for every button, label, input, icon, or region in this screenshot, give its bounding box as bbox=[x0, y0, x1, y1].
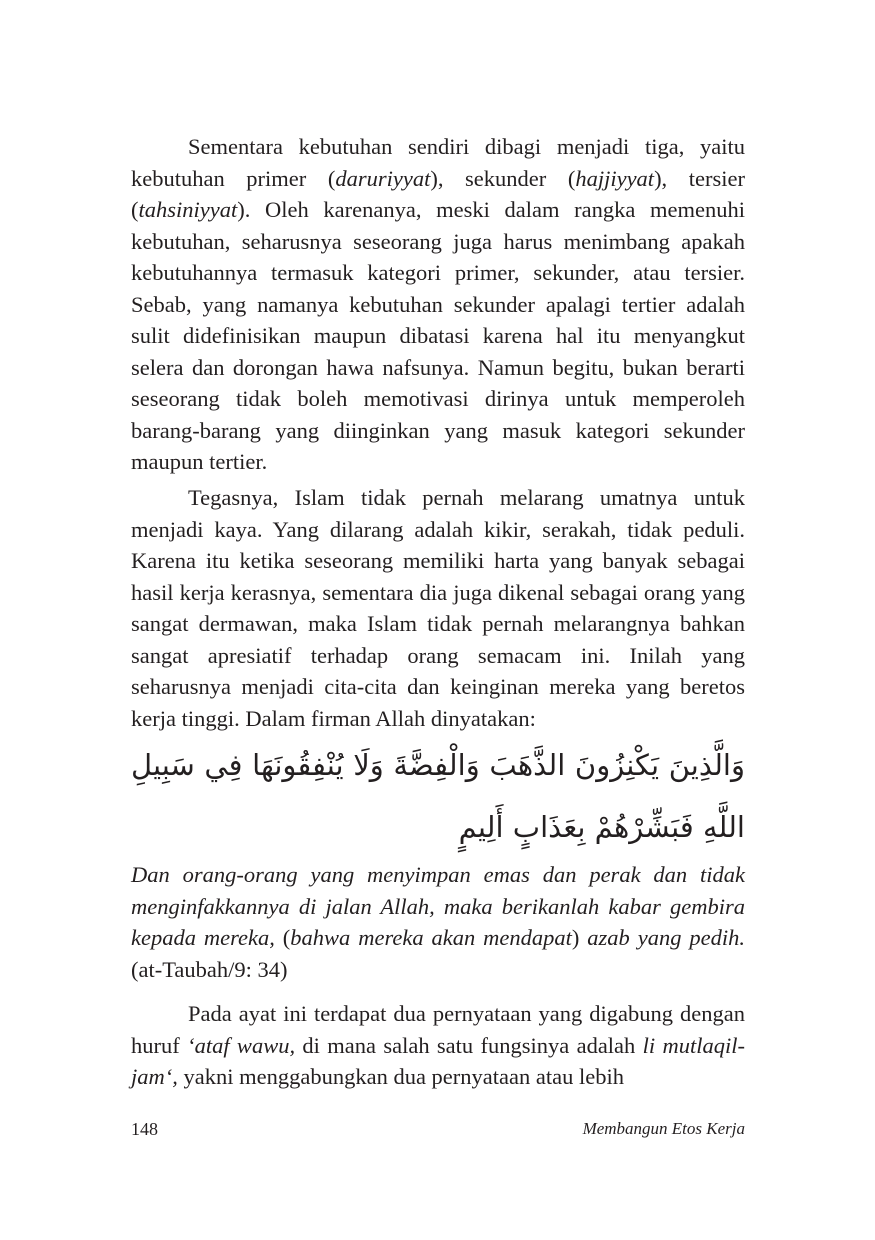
paragraph-2 bbox=[131, 482, 745, 734]
paragraph-1 bbox=[131, 131, 745, 478]
p1-term-hajjiyyat: hajjiyyat bbox=[575, 165, 655, 191]
p1-text-3: ), tersier ( bbox=[131, 165, 745, 222]
p1-text-4: ). Oleh karenanya, meski dalam rangka memenuhi kebutuhan, seharusnya seseorang juga harus menimbang apakah kebutuhannya termasuk kategori primer, sekunder, atau tersier. Sebab, yang namanya kebutuhan sekunder apalagi tertier adalah sulit didefinisikan maupun dibatasi karena hal itu menyangkut selera dan dorongan hawa nafsunya. Namun begitu, bukan berarti seseorang tidak boleh memotivasi dirinya untuk memperoleh barang-barang yang diinginkan yang masuk kategori sekunder maupun tertier. bbox=[131, 197, 745, 474]
p2-text: Tegasnya, Islam tidak pernah melarang umatnya untuk menjadi kaya. Yang dilarang adalah kikir, serakah, tidak peduli. Karena itu ketika seseorang memiliki harta yang banyak sebagai hasil kerja kerasnya, sementara dia juga dikenal sebagai orang yang sangat dermawan, maka Islam tidak pernah melarangnya bahkan sangat apresiatif terhadap orang semacam ini. Inilah yang seharusnya menjadi cita-cita dan keinginan mereka yang beretos kerja tinggi. Dalam firman Allah dinyatakan: bbox=[131, 485, 745, 731]
running-title: Membangun Etos Kerja bbox=[582, 1119, 745, 1138]
p1-text-2: ), sekunder ( bbox=[430, 165, 576, 191]
verse-reference: (at-Taubah/9: 34) bbox=[131, 956, 288, 982]
translation-paren-open: ( bbox=[274, 925, 291, 950]
p3-term-li-mutlaqil-jam: li mutlaqil-jam‘, bbox=[131, 1032, 746, 1089]
p1-term-tahsiniyyat: tahsiniyyat bbox=[138, 197, 238, 222]
translation-part-3: azab yang pedih. bbox=[587, 925, 745, 950]
translation-part-1: Dan orang-orang yang menyimpan emas dan perak dan tidak menginfakkannya di jalan Allah, maka berikanlah kabar gembira kepada mereka, bbox=[131, 862, 745, 950]
p3-text-3: yakni menggabungkan dua pernyataan atau lebih bbox=[177, 1064, 624, 1089]
p3-term-ataf-wawu: ‘ataf wawu, bbox=[187, 1032, 296, 1058]
p3-text-1: Pada ayat ini terdapat dua pernyataan yang digabung dengan huruf bbox=[131, 1001, 745, 1058]
paragraph-3 bbox=[131, 998, 745, 1093]
arabic-verse: وَالَّذِينَ يَكْنِزُونَ الذَّهَبَ وَالْفِضَّةَ وَلَا يُنْفِقُونَهَا فِي سَبِيلِ اللَّهِ فَبَشِّرْهُمْ بِعَذَابٍ أَلِيمٍ bbox=[131, 748, 745, 844]
verse-translation bbox=[131, 859, 745, 985]
translation-paren-close: ) bbox=[571, 925, 588, 950]
translation-part-2: bahwa mereka akan mendapat bbox=[290, 925, 572, 950]
p1-term-daruriyyat: daruriyyat bbox=[335, 165, 431, 191]
p3-text-2: di mana salah satu fungsinya adalah bbox=[295, 1032, 643, 1058]
page-number: 148 bbox=[131, 1119, 158, 1139]
p1-text-1: Sementara kebutuhan sendiri dibagi menjadi tiga, yaitu kebutuhan primer ( bbox=[131, 134, 745, 191]
